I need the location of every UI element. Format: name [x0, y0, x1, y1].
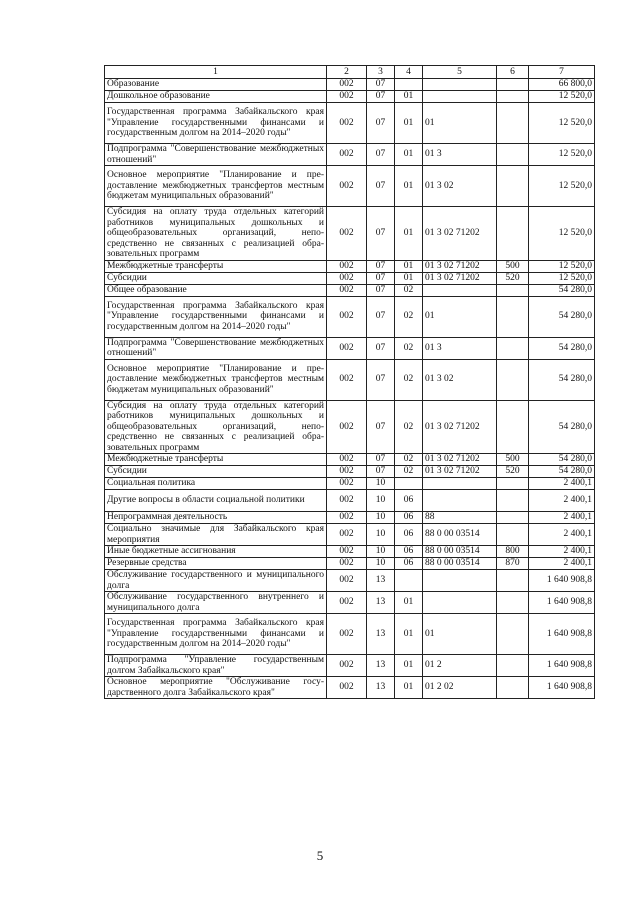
expense-type-cell: [497, 207, 529, 261]
expense-type-cell: [497, 570, 529, 592]
subsection-cell: 01: [395, 144, 423, 166]
row-name-cell: Основное мероприятие "Планирование и предоставление межбюджетных трансфертов местным бюджетам муниципальных образований": [105, 166, 327, 207]
row-name-cell: Общее образование: [105, 284, 327, 296]
amount-cell: 2 400,1: [529, 558, 595, 570]
subsection-cell: 01: [395, 592, 423, 614]
target-article-cell: 88 0 00 03514: [423, 546, 497, 558]
table-body: [105, 79, 595, 699]
subsection-cell: 01: [395, 272, 423, 284]
row-name-cell: Межбюджетные трансферты: [105, 454, 327, 466]
section-cell: 13: [367, 677, 395, 699]
table-row: [105, 592, 595, 614]
subsection-cell: 06: [395, 512, 423, 524]
amount-cell: 12 520,0: [529, 91, 595, 103]
table-row: [105, 144, 595, 166]
ministry-code-cell: 002: [327, 284, 367, 296]
target-article-cell: [423, 570, 497, 592]
target-article-cell: 88: [423, 512, 497, 524]
row-name-cell: Обслуживание государственного внутреннего и муниципального долга: [105, 592, 327, 614]
ministry-code-cell: 002: [327, 558, 367, 570]
target-article-cell: [423, 91, 497, 103]
expense-type-cell: [497, 614, 529, 655]
table-row: [105, 570, 595, 592]
ministry-code-cell: 002: [327, 296, 367, 337]
ministry-code-cell: 002: [327, 103, 367, 144]
row-name-cell: Основное мероприятие "Обслуживание государственного долга Забайкальского края": [105, 677, 327, 699]
ministry-code-cell: 002: [327, 490, 367, 512]
expense-type-cell: [497, 359, 529, 400]
expense-type-cell: 500: [497, 260, 529, 272]
section-cell: 07: [367, 144, 395, 166]
table-row: [105, 655, 595, 677]
table-row: [105, 337, 595, 359]
budget-table: [104, 65, 595, 699]
table-row: [105, 546, 595, 558]
table-row: [105, 466, 595, 478]
section-cell: 07: [367, 103, 395, 144]
row-name-cell: Образование: [105, 79, 327, 91]
table-row: [105, 490, 595, 512]
target-article-cell: 01 3 02: [423, 359, 497, 400]
amount-cell: 2 400,1: [529, 478, 595, 490]
row-name-cell: Непрограммная деятельность: [105, 512, 327, 524]
target-article-cell: [423, 284, 497, 296]
expense-type-cell: 800: [497, 546, 529, 558]
section-cell: 10: [367, 512, 395, 524]
amount-cell: 54 280,0: [529, 466, 595, 478]
subsection-cell: [395, 478, 423, 490]
subsection-cell: 02: [395, 284, 423, 296]
expense-type-cell: 500: [497, 454, 529, 466]
section-cell: 07: [367, 166, 395, 207]
section-cell: 10: [367, 478, 395, 490]
row-name-cell: Подпрограмма "Управление государственным долгом Забайкальского края": [105, 655, 327, 677]
section-cell: 10: [367, 490, 395, 512]
subsection-cell: 06: [395, 524, 423, 546]
subsection-cell: 06: [395, 558, 423, 570]
table-row: [105, 614, 595, 655]
ministry-code-cell: 002: [327, 677, 367, 699]
target-article-cell: 01: [423, 614, 497, 655]
row-name-cell: Обслуживание государственного и муниципального долга: [105, 570, 327, 592]
column-header: 6: [497, 66, 529, 79]
subsection-cell: 02: [395, 296, 423, 337]
amount-cell: 2 400,1: [529, 512, 595, 524]
amount-cell: 1 640 908,8: [529, 570, 595, 592]
row-name-cell: Субсидии: [105, 466, 327, 478]
section-cell: 07: [367, 359, 395, 400]
target-article-cell: 01 3: [423, 144, 497, 166]
section-cell: 07: [367, 400, 395, 454]
row-name-cell: Субсидия на оплату труда отдельных категорий работников муниципальных дошкольных и общеобразовательных организаций, непосредственно не связанных с реализацией образовательных программ: [105, 400, 327, 454]
row-name-cell: Основное мероприятие "Планирование и предоставление межбюджетных трансфертов местным бюджетам муниципальных образований": [105, 359, 327, 400]
section-cell: 07: [367, 207, 395, 261]
table-row: [105, 512, 595, 524]
row-name-cell: Резервные средства: [105, 558, 327, 570]
amount-cell: 54 280,0: [529, 337, 595, 359]
expense-type-cell: [497, 512, 529, 524]
subsection-cell: 02: [395, 400, 423, 454]
section-cell: 07: [367, 466, 395, 478]
table-row: [105, 79, 595, 91]
expense-type-cell: 520: [497, 272, 529, 284]
expense-type-cell: [497, 478, 529, 490]
expense-type-cell: [497, 79, 529, 91]
amount-cell: 12 520,0: [529, 260, 595, 272]
amount-cell: 2 400,1: [529, 490, 595, 512]
ministry-code-cell: 002: [327, 478, 367, 490]
table-row: [105, 166, 595, 207]
target-article-cell: 88 0 00 03514: [423, 524, 497, 546]
target-article-cell: [423, 490, 497, 512]
amount-cell: 1 640 908,8: [529, 614, 595, 655]
ministry-code-cell: 002: [327, 91, 367, 103]
amount-cell: 1 640 908,8: [529, 677, 595, 699]
subsection-cell: 01: [395, 166, 423, 207]
section-cell: 07: [367, 337, 395, 359]
row-name-cell: Субсидии: [105, 272, 327, 284]
expense-type-cell: [497, 592, 529, 614]
ministry-code-cell: 002: [327, 524, 367, 546]
target-article-cell: 01 3 02 71202: [423, 260, 497, 272]
ministry-code-cell: 002: [327, 337, 367, 359]
table-row: [105, 677, 595, 699]
amount-cell: 12 520,0: [529, 103, 595, 144]
section-cell: 07: [367, 79, 395, 91]
row-name-cell: Социально значимые для Забайкальского края мероприятия: [105, 524, 327, 546]
amount-cell: 12 520,0: [529, 144, 595, 166]
ministry-code-cell: 002: [327, 400, 367, 454]
expense-type-cell: [497, 144, 529, 166]
row-name-cell: Иные бюджетные ассигнования: [105, 546, 327, 558]
table-row: [105, 558, 595, 570]
table-row: [105, 400, 595, 454]
column-header: 5: [423, 66, 497, 79]
amount-cell: 54 280,0: [529, 296, 595, 337]
ministry-code-cell: 002: [327, 614, 367, 655]
row-name-cell: Подпрограмма "Совершенствование межбюджетных отношений": [105, 144, 327, 166]
target-article-cell: 01 3 02 71202: [423, 207, 497, 261]
row-name-cell: Межбюджетные трансферты: [105, 260, 327, 272]
ministry-code-cell: 002: [327, 512, 367, 524]
section-cell: 13: [367, 655, 395, 677]
expense-type-cell: [497, 337, 529, 359]
table-row: [105, 454, 595, 466]
ministry-code-cell: 002: [327, 79, 367, 91]
target-article-cell: 01 3 02 71202: [423, 272, 497, 284]
table-row: [105, 524, 595, 546]
table-row: [105, 272, 595, 284]
section-cell: 13: [367, 592, 395, 614]
target-article-cell: 01: [423, 103, 497, 144]
subsection-cell: 02: [395, 466, 423, 478]
subsection-cell: 01: [395, 614, 423, 655]
row-name-cell: Государственная программа Забайкальского края "Управление государственными финансами и государственным долгом на 2014–2020 годы": [105, 614, 327, 655]
ministry-code-cell: 002: [327, 144, 367, 166]
section-cell: 07: [367, 260, 395, 272]
column-header: 7: [529, 66, 595, 79]
ministry-code-cell: 002: [327, 592, 367, 614]
section-cell: 07: [367, 454, 395, 466]
ministry-code-cell: 002: [327, 166, 367, 207]
amount-cell: 54 280,0: [529, 284, 595, 296]
subsection-cell: 01: [395, 91, 423, 103]
column-header: 4: [395, 66, 423, 79]
column-header: 2: [327, 66, 367, 79]
expense-type-cell: 520: [497, 466, 529, 478]
expense-type-cell: [497, 166, 529, 207]
section-cell: 10: [367, 558, 395, 570]
target-article-cell: 01 2: [423, 655, 497, 677]
amount-cell: 2 400,1: [529, 524, 595, 546]
expense-type-cell: [497, 284, 529, 296]
amount-cell: 54 280,0: [529, 359, 595, 400]
table-header-row: [105, 66, 595, 79]
ministry-code-cell: 002: [327, 466, 367, 478]
subsection-cell: 01: [395, 207, 423, 261]
row-name-cell: Государственная программа Забайкальского края "Управление государственными финансами и государственным долгом на 2014–2020 годы": [105, 296, 327, 337]
amount-cell: 1 640 908,8: [529, 655, 595, 677]
section-cell: 07: [367, 272, 395, 284]
subsection-cell: [395, 79, 423, 91]
subsection-cell: 01: [395, 260, 423, 272]
section-cell: 07: [367, 296, 395, 337]
target-article-cell: 01 3 02: [423, 166, 497, 207]
amount-cell: 12 520,0: [529, 207, 595, 261]
expense-type-cell: 870: [497, 558, 529, 570]
section-cell: 13: [367, 614, 395, 655]
amount-cell: 54 280,0: [529, 454, 595, 466]
expense-type-cell: [497, 400, 529, 454]
amount-cell: 54 280,0: [529, 400, 595, 454]
expense-type-cell: [497, 524, 529, 546]
ministry-code-cell: 002: [327, 260, 367, 272]
table-row: [105, 207, 595, 261]
table-row: [105, 284, 595, 296]
expense-type-cell: [497, 91, 529, 103]
page-number: 5: [316, 848, 324, 863]
subsection-cell: 02: [395, 454, 423, 466]
row-name-cell: Другие вопросы в области социальной политики: [105, 490, 327, 512]
subsection-cell: 02: [395, 337, 423, 359]
target-article-cell: 88 0 00 03514: [423, 558, 497, 570]
target-article-cell: 01 3: [423, 337, 497, 359]
target-article-cell: 01 2 02: [423, 677, 497, 699]
expense-type-cell: [497, 490, 529, 512]
row-name-cell: Государственная программа Забайкальского края "Управление государственными финансами и государственным долгом на 2014–2020 годы": [105, 103, 327, 144]
amount-cell: 2 400,1: [529, 546, 595, 558]
table-row: [105, 478, 595, 490]
section-cell: 13: [367, 570, 395, 592]
ministry-code-cell: 002: [327, 207, 367, 261]
row-name-cell: Субсидия на оплату труда отдельных категорий работников муниципальных дошкольных и общеобразовательных организаций, непосредственно не связанных с реализацией образовательных программ: [105, 207, 327, 261]
subsection-cell: 01: [395, 677, 423, 699]
ministry-code-cell: 002: [327, 359, 367, 400]
subsection-cell: [395, 570, 423, 592]
table-row: [105, 359, 595, 400]
expense-type-cell: [497, 296, 529, 337]
ministry-code-cell: 002: [327, 546, 367, 558]
table-row: [105, 91, 595, 103]
amount-cell: 1 640 908,8: [529, 592, 595, 614]
subsection-cell: 01: [395, 655, 423, 677]
subsection-cell: 02: [395, 359, 423, 400]
target-article-cell: [423, 478, 497, 490]
section-cell: 07: [367, 91, 395, 103]
section-cell: 10: [367, 524, 395, 546]
column-header: 3: [367, 66, 395, 79]
expense-type-cell: [497, 677, 529, 699]
row-name-cell: Дошкольное образование: [105, 91, 327, 103]
ministry-code-cell: 002: [327, 570, 367, 592]
table-row: [105, 260, 595, 272]
expense-type-cell: [497, 655, 529, 677]
amount-cell: 12 520,0: [529, 166, 595, 207]
ministry-code-cell: 002: [327, 655, 367, 677]
target-article-cell: 01: [423, 296, 497, 337]
section-cell: 07: [367, 284, 395, 296]
subsection-cell: 06: [395, 490, 423, 512]
target-article-cell: 01 3 02 71202: [423, 466, 497, 478]
ministry-code-cell: 002: [327, 454, 367, 466]
table-row: [105, 103, 595, 144]
target-article-cell: [423, 592, 497, 614]
ministry-code-cell: 002: [327, 272, 367, 284]
row-name-cell: Подпрограмма "Совершенствование межбюджетных отношений": [105, 337, 327, 359]
target-article-cell: [423, 79, 497, 91]
expense-type-cell: [497, 103, 529, 144]
subsection-cell: 01: [395, 103, 423, 144]
subsection-cell: 06: [395, 546, 423, 558]
amount-cell: 66 800,0: [529, 79, 595, 91]
target-article-cell: 01 3 02 71202: [423, 454, 497, 466]
section-cell: 10: [367, 546, 395, 558]
amount-cell: 12 520,0: [529, 272, 595, 284]
target-article-cell: 01 3 02 71202: [423, 400, 497, 454]
row-name-cell: Социальная политика: [105, 478, 327, 490]
table-row: [105, 296, 595, 337]
column-header: 1: [105, 66, 327, 79]
